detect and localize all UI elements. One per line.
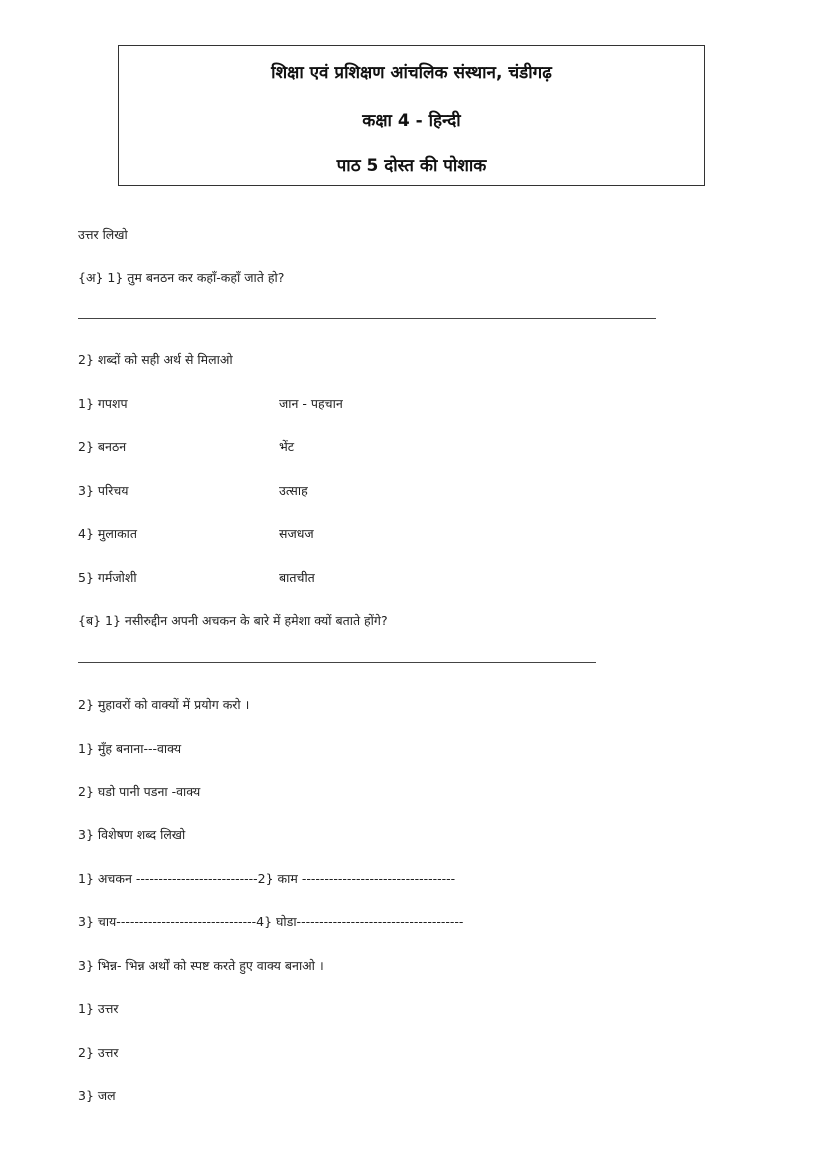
- class-title: कक्षा 4 - हिन्दी: [362, 111, 461, 131]
- match-right-5: बातचीत: [279, 570, 315, 585]
- match-left-2: 2} बनठन: [78, 439, 127, 454]
- question-b1: {ब} 1} नसीरुद्दीन अपनी अचकन के बारे में हमेशा क्यों बताते होंगे?: [78, 613, 388, 628]
- adjective-row-1: 1} अचकन ---------------------------2} काम ----------------------------------: [78, 871, 456, 886]
- idiom-1: 1} मुँह बनाना---वाक्य: [78, 741, 182, 756]
- answer-line-a1: [78, 318, 656, 319]
- match-left-3: 3} परिचय: [78, 483, 129, 498]
- match-left-4: 4} मुलाकात: [78, 526, 138, 541]
- match-left-5: 5} गर्मजोशी: [78, 570, 137, 585]
- question-a2: 2} शब्दों को सही अर्थ से मिलाओ: [78, 352, 233, 367]
- match-right-3: उत्साह: [279, 483, 308, 498]
- match-right-1: जान - पहचान: [279, 396, 343, 411]
- word-2: 2} उत्तर: [78, 1045, 119, 1060]
- answer-line-b1: [78, 662, 596, 663]
- question-b2: 2} मुहावरों को वाक्यों में प्रयोग करो ।: [78, 697, 250, 712]
- idiom-2: 2} घडो पानी पडना -वाक्य: [78, 784, 201, 799]
- lesson-title: पाठ 5 दोस्त की पोशाक: [336, 156, 487, 176]
- instruction: उत्तर लिखो: [78, 227, 128, 242]
- question-b3: 3} विशेषण शब्द लिखो: [78, 827, 186, 842]
- word-3: 3} जल: [78, 1088, 116, 1103]
- header-box: [118, 45, 705, 186]
- word-1: 1} उत्तर: [78, 1001, 119, 1016]
- question-a1: {अ} 1} तुम बनठन कर कहाँ-कहाँ जाते हो?: [78, 270, 285, 285]
- match-left-1: 1} गपशप: [78, 396, 128, 411]
- match-right-4: सजधज: [279, 526, 314, 541]
- match-right-2: भेंट: [279, 439, 295, 454]
- question-b4: 3} भिन्न- भिन्न अर्थों को स्पष्ट करते हुए वाक्य बनाओ ।: [78, 958, 324, 973]
- institute-title: शिक्षा एवं प्रशिक्षण आंचलिक संस्थान, चंडीगढ़: [271, 63, 552, 83]
- adjective-row-2: 3} चाय-------------------------------4} घोडा-------------------------------------: [78, 914, 464, 929]
